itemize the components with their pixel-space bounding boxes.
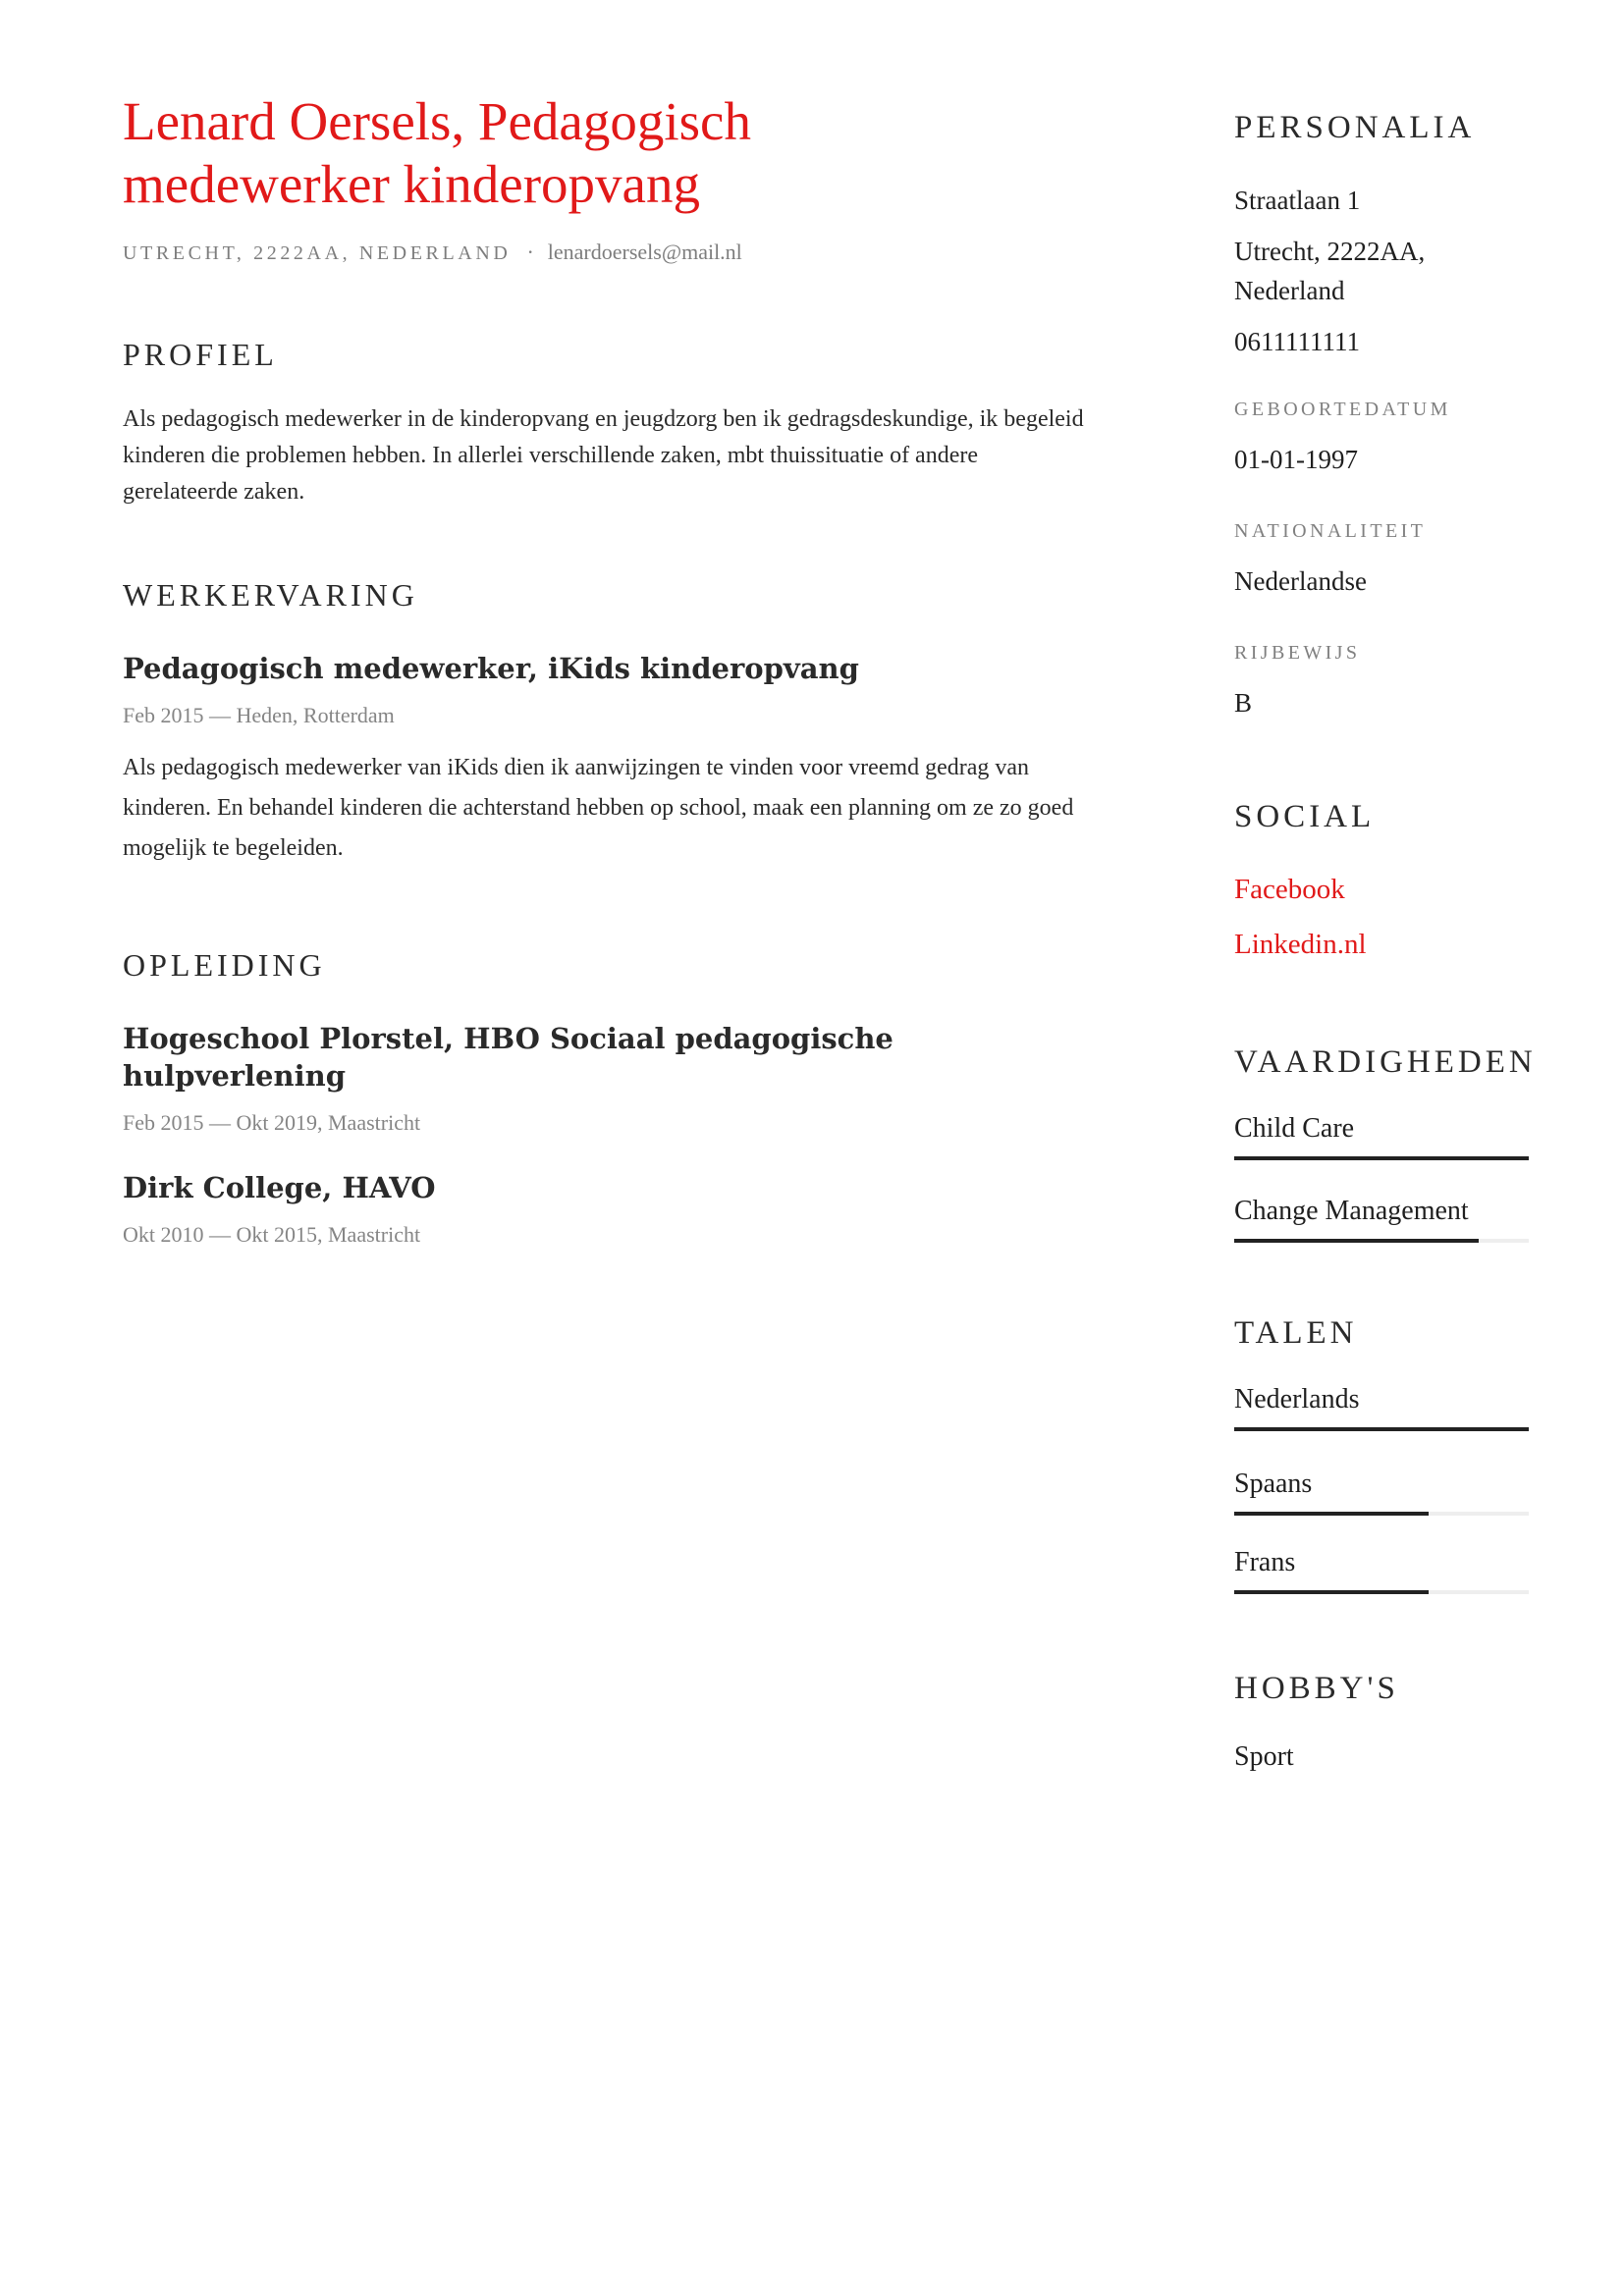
skill-item — [1234, 1111, 1531, 1160]
language-level-fill — [1234, 1512, 1429, 1516]
skill-level-fill — [1234, 1239, 1479, 1243]
street: Straatlaan 1 — [1234, 186, 1361, 215]
language-item — [1234, 1467, 1531, 1516]
skill-label: Change Management — [1234, 1196, 1469, 1226]
work-entry-title: Pedagogisch medewerker, iKids kinderopvang — [123, 652, 859, 685]
section-title-social: SOCIAL — [1234, 799, 1376, 834]
language-label: Frans — [1234, 1547, 1296, 1577]
language-level-bar — [1234, 1512, 1529, 1516]
birthdate: 01-01-1997 — [1234, 445, 1358, 474]
work-entry-description: Als pedagogisch medewerker van iKids dien ik aanwijzingen te vinden voor vreemd gedrag van kinderen. En behandel kinderen die achterstand hebben op school, maak een planning om ze zo goed mogelijk te begeleiden. — [123, 755, 1074, 861]
education-entry-title: Dirk College, HAVO — [123, 1171, 436, 1204]
education-entry-meta: Feb 2015 — Okt 2019, Maastricht — [123, 1110, 421, 1135]
section-title-vaardigheden: VAARDIGHEDEN — [1234, 1044, 1537, 1080]
contact-line — [123, 238, 1085, 268]
contact-address: UTRECHT, 2222AA, NEDERLAND — [123, 242, 512, 264]
main-column — [123, 90, 1085, 1250]
section-title-werkervaring: WERKERVARING — [123, 577, 418, 613]
section-title-opleiding: OPLEIDING — [123, 947, 326, 983]
nationality-label: NATIONALITEIT — [1234, 520, 1427, 542]
phone: 0611111111 — [1234, 327, 1360, 356]
skill-item — [1234, 1194, 1531, 1243]
language-item — [1234, 1545, 1531, 1594]
city: Utrecht, 2222AA, Nederland — [1234, 237, 1426, 305]
section-title-personalia: PERSONALIA — [1234, 110, 1476, 145]
language-label: Nederlands — [1234, 1384, 1360, 1415]
language-level-bar — [1234, 1590, 1529, 1594]
facebook-link[interactable]: Facebook — [1234, 874, 1345, 905]
section-title-hobbys: HOBBY'S — [1234, 1671, 1399, 1706]
linkedin-link[interactable]: Linkedin.nl — [1234, 929, 1367, 960]
section-title-talen: TALEN — [1234, 1315, 1358, 1351]
language-level-bar — [1234, 1427, 1529, 1431]
language-level-fill — [1234, 1427, 1529, 1431]
language-level-fill — [1234, 1590, 1429, 1594]
birthdate-label: GEBOORTEDATUM — [1234, 399, 1451, 420]
language-list — [1234, 1382, 1531, 1594]
profiel-text: Als pedagogisch medewerker in de kinderopvang en jeugdzorg ben ik gedragsdeskundige, ik begeleid kinderen die problemen hebben. In allerlei verschillende zaken, mbt thuissituatie of andere gerelateerde zaken. — [123, 406, 1084, 505]
work-entry-meta: Feb 2015 — Heden, Rotterdam — [123, 703, 395, 727]
license-label: RIJBEWIJS — [1234, 642, 1361, 664]
skill-list — [1234, 1111, 1531, 1243]
contact-email[interactable]: lenardoersels@mail.nl — [547, 240, 742, 264]
education-entry-title: Hogeschool Plorstel, HBO Sociaal pedagogische hulpverlening — [123, 1022, 893, 1093]
name-title: Lenard Oersels, Pedagogisch medewerker kinderopvang — [123, 91, 751, 214]
sidebar — [1234, 108, 1537, 1777]
contact-separator: · — [526, 240, 534, 264]
skill-level-bar — [1234, 1239, 1529, 1243]
section-title-profiel: PROFIEL — [123, 337, 278, 372]
education-entry-meta: Okt 2010 — Okt 2015, Maastricht — [123, 1222, 421, 1247]
hobby-item: Sport — [1234, 1741, 1294, 1772]
skill-level-bar — [1234, 1156, 1529, 1160]
skill-level-fill — [1234, 1156, 1529, 1160]
work-entry — [123, 650, 1085, 869]
language-label: Spaans — [1234, 1468, 1313, 1499]
education-entry — [123, 1020, 1085, 1138]
language-item — [1234, 1382, 1531, 1431]
skill-label: Child Care — [1234, 1113, 1355, 1144]
education-entry — [123, 1169, 1085, 1250]
license: B — [1234, 688, 1253, 718]
nationality: Nederlandse — [1234, 566, 1367, 596]
